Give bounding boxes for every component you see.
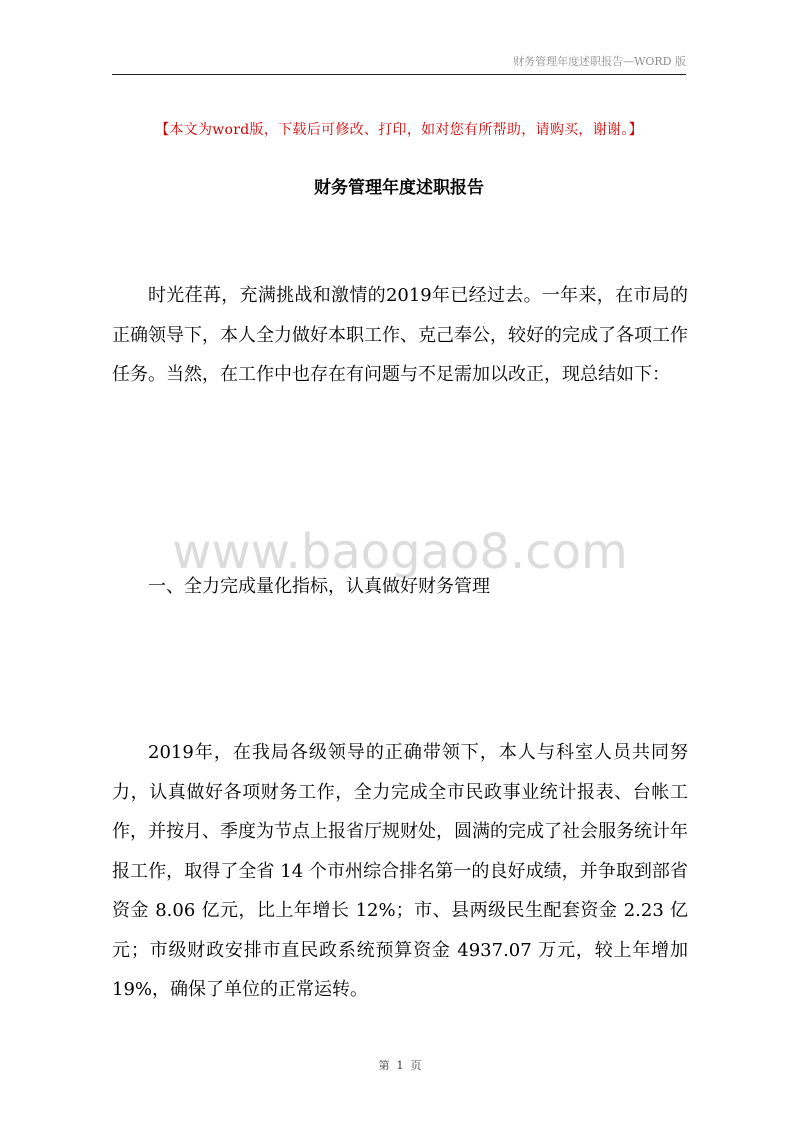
- intro-paragraph: 时光荏苒，充满挑战和激情的2019年已经过去。一年来，在市局的正确领导下，本人全力做好本职工作、克己奉公，较好的完成了各项工作任务。当然，在工作中也存在有问题与不足需加以改正，现总结如下：: [112, 285, 688, 385]
- page-prefix: 第: [378, 1059, 390, 1072]
- page-number: 1: [396, 1059, 404, 1072]
- body-paragraph: 2019年，在我局各级领导的正确带领下，本人与科室人员共同努力，认真做好各项财务工作，全力完成全市民政事业统计报表、台帐工作，并按月、季度为节点上报省厅规财处，圆满的完成了社会服务统计年报工作，取得了全省 14 个市州综合排名第一的良好成绩，并争取到部省资金 8.06 亿元，比上年增长 12%；市、县两级民生配套资金 2.23 亿元；市级财政安排市直民政系统预算资金 4937.07 万元，较上年增加 19%，确保了单位的正常运转。: [112, 742, 688, 1000]
- page-suffix: 页: [410, 1059, 422, 1072]
- header-divider: [112, 74, 686, 75]
- purchase-notice: 【本文为word版，下载后可修改、打印，如对您有所帮助，请购买，谢谢。】: [155, 122, 643, 138]
- document-title: 财务管理年度述职报告: [314, 178, 484, 198]
- page-footer: [0, 1058, 800, 1074]
- running-header: 财务管理年度述职报告—WORD 版: [513, 55, 686, 68]
- section-heading: 一、全力完成量化指标，认真做好财务管理: [148, 576, 490, 597]
- watermark: www.baogao8.com: [172, 524, 628, 580]
